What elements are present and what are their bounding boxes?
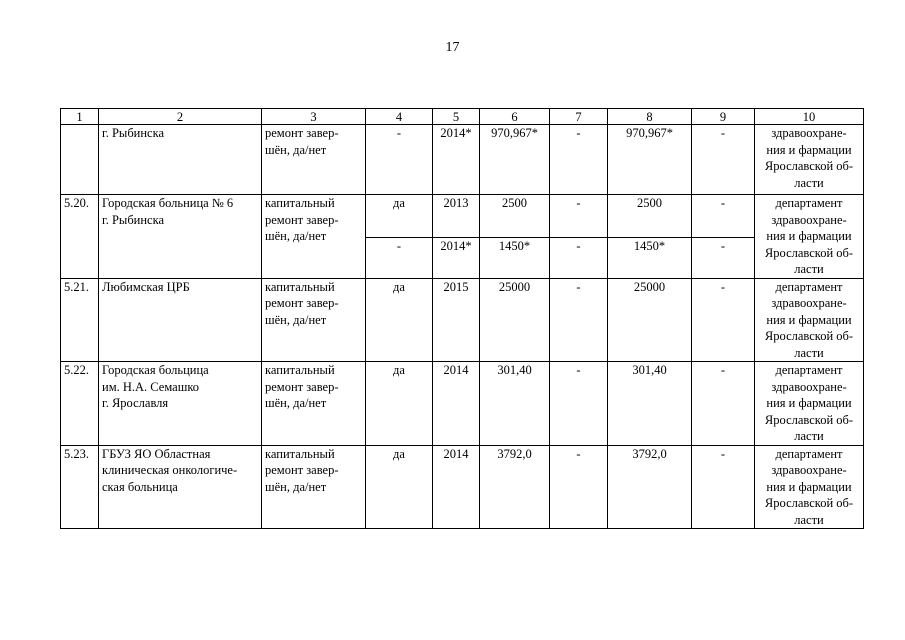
header-row [61, 109, 864, 125]
header-cell: 9 [692, 109, 755, 125]
col-6-value: 25000 [480, 278, 550, 362]
department-line: ния и фармации [766, 142, 852, 157]
facility-name-line: Любимская ЦРБ [102, 279, 190, 294]
work-type-line: ремонт завер- [265, 126, 339, 140]
col-4-value: - [366, 237, 433, 278]
col-7-value: - [550, 195, 608, 238]
col-4-value: да [366, 195, 433, 238]
facility-name-line: г. Ярославля [102, 396, 169, 410]
department [755, 125, 864, 195]
department-line: Ярославской об- [764, 412, 854, 427]
col-9-value: - [692, 195, 755, 238]
col-4-value: да [366, 445, 433, 529]
col-6-value: 2500 [480, 195, 550, 238]
work-type-line: капитальный [265, 363, 335, 377]
department-line: здравоохране- [771, 212, 847, 227]
work-type [262, 362, 366, 446]
department [755, 362, 864, 446]
work-type [262, 195, 366, 279]
department-line: здравоохране- [771, 379, 847, 394]
department-line: Ярославской об- [764, 496, 854, 510]
department-line: ласти [794, 429, 824, 443]
work-type-line: ремонт завер- [265, 296, 339, 310]
item-number: 5.23. [61, 445, 99, 529]
col-9-value: - [692, 237, 755, 278]
work-type-line: шён, да/нет [265, 312, 327, 327]
facility-name-line: клиническая онкологиче- [102, 463, 238, 477]
facility-name-line: Городская больцица [102, 363, 209, 377]
work-type-line: капитальный [265, 196, 335, 210]
department-line: здравоохране- [771, 296, 847, 310]
col-5-value: 2015 [433, 278, 480, 362]
col-9-value: - [692, 278, 755, 362]
work-type-line: шён, да/нет [265, 142, 327, 157]
col-8-value: 3792,0 [608, 445, 692, 529]
department-line: Ярославской об- [764, 159, 854, 173]
col-9-value: - [692, 362, 755, 446]
col-7-value: - [550, 362, 608, 446]
table-row [61, 445, 864, 529]
col-7-value: - [550, 278, 608, 362]
col-7-value: - [550, 125, 608, 195]
col-6-value: 3792,0 [480, 445, 550, 529]
header-cell: 7 [550, 109, 608, 125]
item-number [61, 125, 99, 195]
work-type [262, 445, 366, 529]
work-type-line: капитальный [265, 279, 335, 294]
department-line: ласти [794, 175, 824, 190]
department-line: ласти [794, 345, 824, 360]
facility-name-line: г. Рыбинска [102, 212, 165, 227]
work-type-line: капитальный [265, 446, 335, 461]
department-line: Ярославской об- [764, 329, 854, 343]
department [755, 445, 864, 529]
item-number: 5.20. [61, 195, 99, 279]
table-row [61, 278, 864, 362]
department [755, 195, 864, 279]
work-type-line: ремонт завер- [265, 463, 339, 477]
col-7-value: - [550, 237, 608, 278]
facility-name [99, 125, 262, 195]
header-cell: 3 [262, 109, 366, 125]
header-cell: 10 [755, 109, 864, 125]
data-table [60, 108, 864, 529]
col-4-value: да [366, 362, 433, 446]
work-type [262, 278, 366, 362]
header-cell: 5 [433, 109, 480, 125]
work-type [262, 125, 366, 195]
header-cell: 8 [608, 109, 692, 125]
col-5-value: 2013 [433, 195, 480, 238]
col-9-value: - [692, 125, 755, 195]
header-cell: 4 [366, 109, 433, 125]
table-row [61, 362, 864, 446]
facility-name [99, 362, 262, 446]
department-line: департамент [775, 446, 843, 461]
col-8-value: 970,967* [608, 125, 692, 195]
department-line: ния и фармации [766, 479, 852, 494]
col-8-value: 301,40 [608, 362, 692, 446]
header-cell: 1 [61, 109, 99, 125]
department-line: департамент [775, 279, 843, 294]
col-8-value: 25000 [608, 278, 692, 362]
department-line: ния и фармации [766, 312, 852, 327]
col-5-value: 2014 [433, 445, 480, 529]
item-number: 5.22. [61, 362, 99, 446]
department-line: здравоохране- [771, 126, 847, 140]
facility-name [99, 278, 262, 362]
facility-name-line: им. Н.А. Семашко [102, 379, 200, 394]
header-cell: 2 [99, 109, 262, 125]
col-5-value: 2014 [433, 362, 480, 446]
header-cell: 6 [480, 109, 550, 125]
facility-name-line: ская больница [102, 479, 178, 494]
department-line: здравоохране- [771, 463, 847, 477]
facility-name [99, 445, 262, 529]
col-5-value: 2014* [433, 237, 480, 278]
col-6-value: 1450* [480, 237, 550, 278]
department-line: департамент [775, 363, 843, 377]
department-line: департамент [775, 196, 843, 210]
work-type-line: шён, да/нет [265, 396, 327, 410]
col-9-value: - [692, 445, 755, 529]
department-line: ния и фармации [766, 229, 852, 243]
page-number: 17 [445, 40, 460, 55]
department [755, 278, 864, 362]
col-6-value: 970,967* [480, 125, 550, 195]
col-4-value: да [366, 278, 433, 362]
col-5-value: 2014* [433, 125, 480, 195]
department-line: ния и фармации [766, 396, 852, 410]
facility-name [99, 195, 262, 279]
col-6-value: 301,40 [480, 362, 550, 446]
department-line: Ярославской об- [764, 245, 854, 260]
facility-name-line: Городская больница № 6 [102, 196, 234, 210]
department-line: ласти [794, 512, 824, 527]
item-number: 5.21. [61, 278, 99, 362]
facility-name-line: ГБУЗ ЯО Областная [102, 446, 211, 461]
col-8-value: 1450* [608, 237, 692, 278]
col-4-value: - [366, 125, 433, 195]
work-type-line: ремонт завер- [265, 379, 339, 394]
work-type-line: ремонт завер- [265, 212, 339, 227]
col-7-value: - [550, 445, 608, 529]
work-type-line: шён, да/нет [265, 479, 327, 494]
facility-name-line: г. Рыбинска [102, 126, 165, 140]
table-row [61, 195, 864, 238]
col-8-value: 2500 [608, 195, 692, 238]
department-line: ласти [794, 262, 824, 276]
table-row [61, 125, 864, 195]
work-type-line: шён, да/нет [265, 229, 327, 243]
